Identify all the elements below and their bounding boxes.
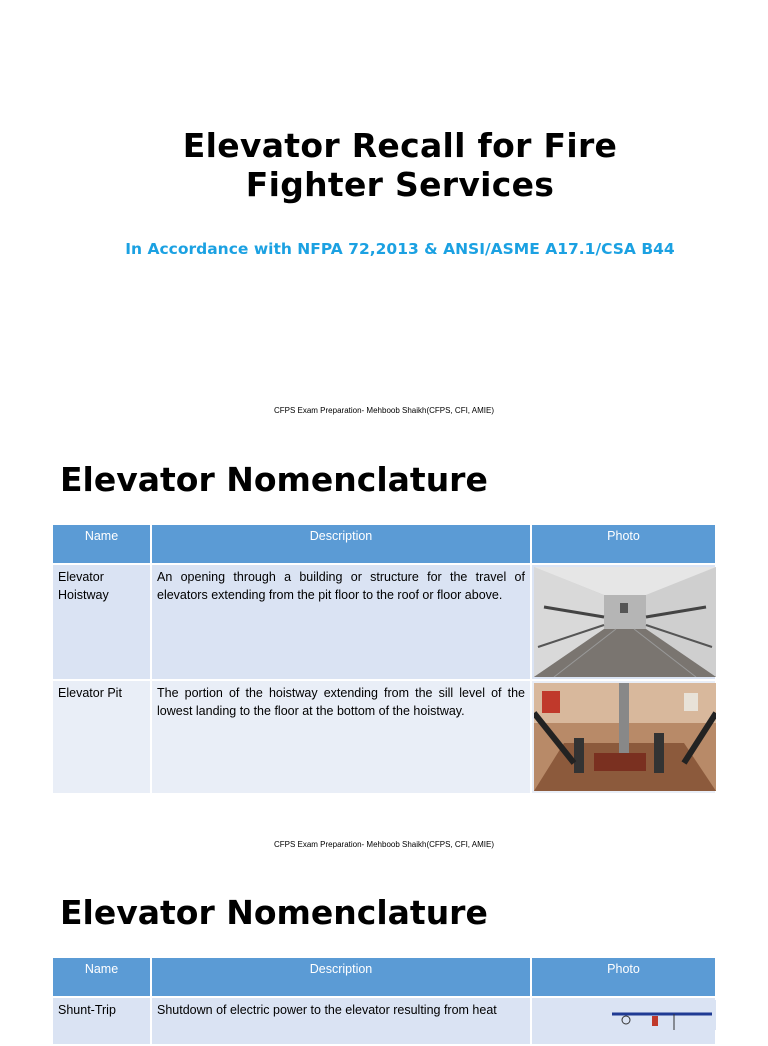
column-header-description: Description: [151, 525, 531, 564]
shunt-trip-diagram-icon: [534, 1000, 716, 1030]
slide-subtitle: In Accordance with NFPA 72,2013 & ANSI/ASME A17.1/CSA B44: [125, 240, 675, 258]
slide-footer: CFPS Exam Preparation- Mehboob Shaikh(CFPS, CFI, AMIE): [273, 840, 495, 849]
term-description: Shutdown of electric power to the elevator resulting from heat: [151, 997, 531, 1045]
term-photo: [531, 564, 716, 680]
term-description: The portion of the hoistway extending from the sill level of the lowest landing to the floor at the bottom of the hoistway.: [151, 680, 531, 794]
nomenclature-table: [53, 525, 717, 795]
slide-title: [0, 126, 768, 204]
nomenclature-table: [53, 958, 717, 1046]
column-header-name: Name: [53, 525, 151, 564]
hoistway-photo-icon: [534, 567, 716, 677]
term-photo: [531, 997, 716, 1045]
term-description: An opening through a building or structure for the travel of elevators extending from the pit floor to the roof or floor above.: [151, 564, 531, 680]
table-row: [53, 997, 716, 1045]
section-heading: Elevator Nomenclature: [60, 893, 488, 932]
column-header-photo: Photo: [531, 958, 716, 997]
term-photo: [531, 680, 716, 794]
section-heading: Elevator Nomenclature: [60, 460, 488, 499]
column-header-photo: Photo: [531, 525, 716, 564]
term-name: Elevator Pit: [53, 680, 151, 794]
table-row: [53, 680, 716, 794]
slide-title-line2: Fighter Services: [245, 165, 555, 204]
term-name: Elevator Hoistway: [53, 564, 151, 680]
pit-photo-icon: [534, 683, 716, 791]
slide-footer: CFPS Exam Preparation- Mehboob Shaikh(CFPS, CFI, AMIE): [273, 406, 495, 415]
slide-title-line1: Elevator Recall for Fire: [182, 126, 618, 165]
column-header-description: Description: [151, 958, 531, 997]
term-name: Shunt-Trip: [53, 997, 151, 1045]
table-row: [53, 564, 716, 680]
column-header-name: Name: [53, 958, 151, 997]
